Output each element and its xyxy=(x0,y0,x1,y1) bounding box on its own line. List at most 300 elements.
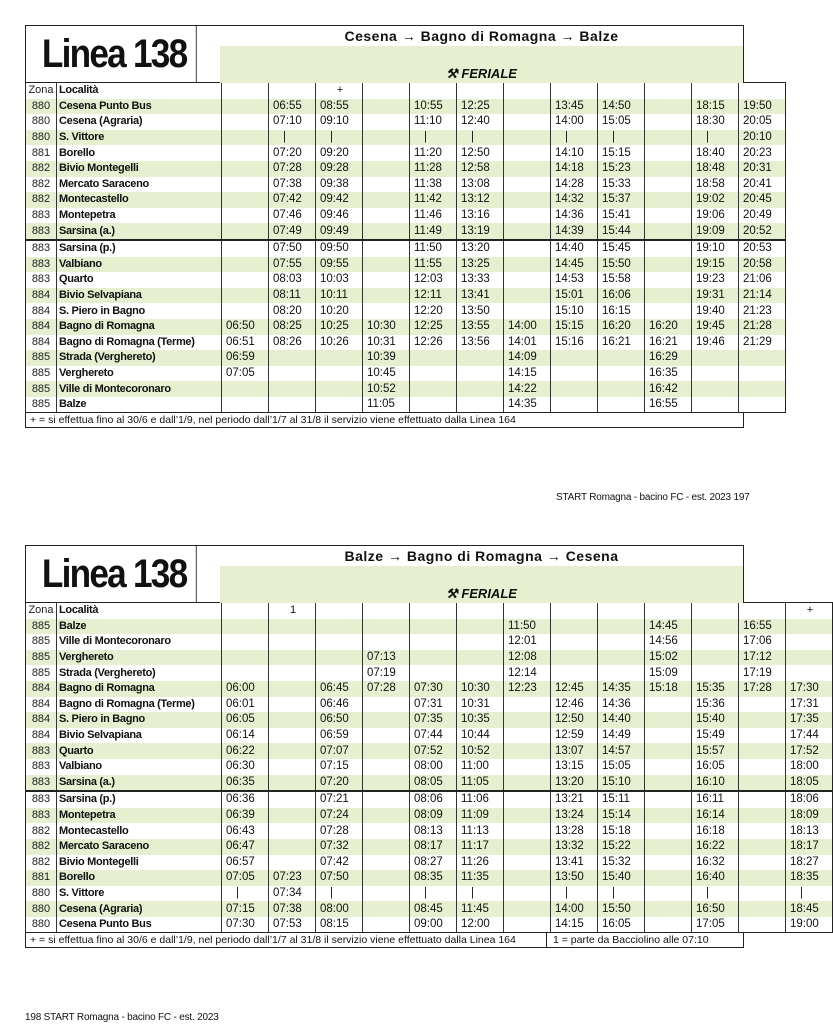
time-cell xyxy=(363,223,410,240)
time-cell: 16:22 xyxy=(692,839,739,855)
time-cell: 14:22 xyxy=(504,381,551,397)
time-cell: 11:17 xyxy=(457,839,504,855)
time-cell: 16:35 xyxy=(645,366,692,382)
time-cell xyxy=(222,257,269,273)
time-cell: 10:55 xyxy=(410,99,457,115)
time-cell: 19:23 xyxy=(692,272,739,288)
time-cell xyxy=(269,728,316,744)
time-cell xyxy=(457,650,504,666)
time-cell: 07:30 xyxy=(410,681,457,697)
time-cell xyxy=(363,855,410,871)
time-cell xyxy=(645,288,692,304)
time-cell xyxy=(222,161,269,177)
time-cell: 06:55 xyxy=(269,99,316,115)
time-cell xyxy=(645,855,692,871)
time-cell xyxy=(645,839,692,855)
time-cell: 13:28 xyxy=(551,823,598,839)
time-cell: 14:45 xyxy=(645,619,692,635)
time-cell xyxy=(739,712,786,728)
time-cell: | xyxy=(598,130,645,146)
time-cell: 13:33 xyxy=(457,272,504,288)
time-cell: 11:55 xyxy=(410,257,457,273)
time-cell xyxy=(363,161,410,177)
time-cell: 06:59 xyxy=(222,350,269,366)
time-cell: 10:31 xyxy=(457,697,504,713)
stop-name: Verghereto xyxy=(57,650,222,666)
time-cell: 06:45 xyxy=(316,681,363,697)
time-cell: 16:55 xyxy=(645,397,692,413)
time-cell xyxy=(645,823,692,839)
time-cell: 16:55 xyxy=(739,619,786,635)
time-cell xyxy=(504,240,551,257)
time-cell: 07:38 xyxy=(269,901,316,917)
time-cell: 12:25 xyxy=(457,99,504,115)
time-cell: 11:05 xyxy=(363,397,410,413)
table-row xyxy=(26,839,833,855)
table-row xyxy=(26,697,833,713)
time-cell: 07:20 xyxy=(269,145,316,161)
time-cell xyxy=(222,192,269,208)
time-cell xyxy=(504,917,551,933)
zone-cell: 882 xyxy=(26,161,57,177)
footnote xyxy=(25,933,744,948)
schedule-table xyxy=(25,82,786,413)
time-cell: 20:45 xyxy=(739,192,786,208)
time-cell: 17:05 xyxy=(692,917,739,933)
table-row xyxy=(26,319,786,335)
time-cell: 15:33 xyxy=(598,177,645,193)
zone-cell: 883 xyxy=(26,208,57,224)
trip-mark xyxy=(551,603,598,619)
stop-name: Bivio Montegelli xyxy=(57,161,222,177)
time-cell xyxy=(222,665,269,681)
time-cell: 06:50 xyxy=(222,319,269,335)
stop-name: Sarsina (p.) xyxy=(57,240,222,257)
time-cell: 13:12 xyxy=(457,192,504,208)
time-cell: 20:58 xyxy=(739,257,786,273)
time-cell xyxy=(551,634,598,650)
time-cell: 06:00 xyxy=(222,681,269,697)
time-cell: 06:43 xyxy=(222,823,269,839)
time-cell: 16:29 xyxy=(645,350,692,366)
time-cell xyxy=(692,619,739,635)
stop-name: Cesena (Agraria) xyxy=(57,901,222,917)
time-cell: 10:35 xyxy=(457,712,504,728)
time-cell: 08:17 xyxy=(410,839,457,855)
time-cell: 12:50 xyxy=(457,145,504,161)
time-cell: 15:44 xyxy=(598,223,645,240)
time-cell: 16:15 xyxy=(598,303,645,319)
time-cell xyxy=(645,917,692,933)
time-cell: 20:10 xyxy=(739,130,786,146)
time-cell xyxy=(222,634,269,650)
time-cell: 15:02 xyxy=(645,650,692,666)
table-row xyxy=(26,901,833,917)
time-cell xyxy=(739,350,786,366)
table-row xyxy=(26,288,786,304)
trip-mark xyxy=(551,83,598,99)
time-cell: 10:52 xyxy=(363,381,410,397)
time-cell: 11:10 xyxy=(410,114,457,130)
time-cell xyxy=(363,99,410,115)
time-cell xyxy=(410,650,457,666)
time-cell: 15:18 xyxy=(645,681,692,697)
table-row xyxy=(26,619,833,635)
table-row xyxy=(26,759,833,775)
time-cell xyxy=(504,257,551,273)
time-cell: 10:26 xyxy=(316,335,363,351)
stop-name: Ville di Montecoronaro xyxy=(57,381,222,397)
time-cell: 20:41 xyxy=(739,177,786,193)
time-cell xyxy=(222,303,269,319)
time-cell: 15:18 xyxy=(598,823,645,839)
time-cell xyxy=(739,366,786,382)
time-cell xyxy=(363,145,410,161)
time-cell: 13:15 xyxy=(551,759,598,775)
localita-header: Località xyxy=(57,603,222,619)
time-cell xyxy=(645,743,692,759)
time-cell xyxy=(645,808,692,824)
time-cell: 08:03 xyxy=(269,272,316,288)
time-cell xyxy=(222,208,269,224)
time-cell: 17:28 xyxy=(739,681,786,697)
trip-mark xyxy=(645,83,692,99)
time-cell: 14:39 xyxy=(551,223,598,240)
zone-cell: 883 xyxy=(26,272,57,288)
table-row xyxy=(26,114,786,130)
time-cell: 15:05 xyxy=(598,759,645,775)
time-cell: 12:25 xyxy=(410,319,457,335)
time-cell xyxy=(645,208,692,224)
time-cell: 21:29 xyxy=(739,335,786,351)
time-cell: 18:09 xyxy=(786,808,833,824)
trip-mark xyxy=(269,83,316,99)
zone-cell: 882 xyxy=(26,192,57,208)
time-cell: 17:52 xyxy=(786,743,833,759)
time-cell: 11:06 xyxy=(457,791,504,808)
stop-name: Bagno di Romagna xyxy=(57,319,222,335)
time-cell: 17:31 xyxy=(786,697,833,713)
time-cell: 12:08 xyxy=(504,650,551,666)
time-cell xyxy=(692,366,739,382)
time-cell: 13:20 xyxy=(551,775,598,792)
time-cell: 21:23 xyxy=(739,303,786,319)
time-cell: 09:50 xyxy=(316,240,363,257)
table-row xyxy=(26,791,833,808)
time-cell: 06:50 xyxy=(316,712,363,728)
time-cell xyxy=(739,759,786,775)
time-cell xyxy=(410,366,457,382)
time-cell xyxy=(786,619,833,635)
zone-cell: 880 xyxy=(26,114,57,130)
time-cell: 09:28 xyxy=(316,161,363,177)
time-cell: 07:34 xyxy=(269,886,316,902)
time-cell: 13:16 xyxy=(457,208,504,224)
time-cell xyxy=(363,823,410,839)
time-cell xyxy=(645,712,692,728)
time-cell xyxy=(645,177,692,193)
time-cell: 18:13 xyxy=(786,823,833,839)
time-cell xyxy=(504,712,551,728)
time-cell xyxy=(269,855,316,871)
time-cell xyxy=(269,381,316,397)
time-cell: 13:41 xyxy=(457,288,504,304)
page-footer: 198 START Romagna - bacino FC - est. 2023 xyxy=(25,1012,219,1023)
time-cell xyxy=(316,619,363,635)
trip-mark: 1 xyxy=(269,603,316,619)
zone-cell: 880 xyxy=(26,901,57,917)
time-cell: 08:25 xyxy=(269,319,316,335)
time-cell: 14:56 xyxy=(645,634,692,650)
time-cell: 11:50 xyxy=(410,240,457,257)
time-cell xyxy=(269,681,316,697)
stop-name: Borello xyxy=(57,870,222,886)
zone-cell: 883 xyxy=(26,240,57,257)
time-cell: | xyxy=(692,886,739,902)
time-cell xyxy=(269,808,316,824)
table-row xyxy=(26,350,786,366)
time-cell: 09:55 xyxy=(316,257,363,273)
table-row xyxy=(26,240,786,257)
zone-cell: 884 xyxy=(26,728,57,744)
time-cell: 19:46 xyxy=(692,335,739,351)
stop-name: Bagno di Romagna (Terme) xyxy=(57,697,222,713)
time-cell xyxy=(269,619,316,635)
time-cell xyxy=(598,366,645,382)
service-day-label: ⚒ FERIALE xyxy=(220,585,743,603)
time-cell: 14:53 xyxy=(551,272,598,288)
time-cell: 14:15 xyxy=(504,366,551,382)
time-cell: 11:09 xyxy=(457,808,504,824)
time-cell: 08:11 xyxy=(269,288,316,304)
time-cell xyxy=(645,145,692,161)
zone-cell: 883 xyxy=(26,775,57,792)
table-row xyxy=(26,335,786,351)
time-cell: 21:06 xyxy=(739,272,786,288)
time-cell: 06:01 xyxy=(222,697,269,713)
time-cell: 18:48 xyxy=(692,161,739,177)
table-row xyxy=(26,870,833,886)
time-cell: 07:30 xyxy=(222,917,269,933)
time-cell xyxy=(457,619,504,635)
time-cell xyxy=(645,886,692,902)
time-cell: 14:00 xyxy=(551,901,598,917)
zone-cell: 880 xyxy=(26,886,57,902)
time-cell: 08:35 xyxy=(410,870,457,886)
time-cell: 12:50 xyxy=(551,712,598,728)
time-cell: 17:12 xyxy=(739,650,786,666)
time-cell xyxy=(269,839,316,855)
time-cell xyxy=(316,634,363,650)
trip-mark xyxy=(504,603,551,619)
time-cell xyxy=(410,634,457,650)
stop-name: Mercato Saraceno xyxy=(57,177,222,193)
time-cell: 13:19 xyxy=(457,223,504,240)
time-cell: | xyxy=(316,886,363,902)
time-cell xyxy=(645,303,692,319)
time-cell: 15:58 xyxy=(598,272,645,288)
time-cell: 18:17 xyxy=(786,839,833,855)
time-cell: 16:05 xyxy=(598,917,645,933)
time-cell xyxy=(504,145,551,161)
time-cell xyxy=(363,917,410,933)
time-cell xyxy=(222,240,269,257)
time-cell xyxy=(645,870,692,886)
time-cell: 10:20 xyxy=(316,303,363,319)
zone-cell: 883 xyxy=(26,743,57,759)
time-cell xyxy=(692,665,739,681)
time-cell: 11:05 xyxy=(457,775,504,792)
time-cell xyxy=(504,823,551,839)
zone-cell: 884 xyxy=(26,319,57,335)
time-cell: 17:19 xyxy=(739,665,786,681)
time-cell: 15:40 xyxy=(598,870,645,886)
time-cell: 08:26 xyxy=(269,335,316,351)
time-cell: 15:14 xyxy=(598,808,645,824)
zone-cell: 884 xyxy=(26,288,57,304)
zone-cell: 884 xyxy=(26,712,57,728)
time-cell: 07:44 xyxy=(410,728,457,744)
table-row xyxy=(26,775,833,792)
stop-name: Bagno di Romagna xyxy=(57,681,222,697)
time-cell: 14:01 xyxy=(504,335,551,351)
zone-cell: 884 xyxy=(26,303,57,319)
time-cell xyxy=(316,665,363,681)
time-cell: 08:00 xyxy=(316,901,363,917)
time-cell xyxy=(786,650,833,666)
time-cell: 19:45 xyxy=(692,319,739,335)
time-cell: 16:21 xyxy=(598,335,645,351)
line-title: Linea 138 xyxy=(26,26,197,82)
stop-name: Cesena Punto Bus xyxy=(57,99,222,115)
time-cell: 18:06 xyxy=(786,791,833,808)
time-cell: 14:45 xyxy=(551,257,598,273)
trip-mark: + xyxy=(786,603,833,619)
time-cell: 07:42 xyxy=(269,192,316,208)
time-cell: | xyxy=(786,886,833,902)
time-cell xyxy=(316,350,363,366)
zone-cell: 880 xyxy=(26,99,57,115)
time-cell: 07:42 xyxy=(316,855,363,871)
time-cell: 11:38 xyxy=(410,177,457,193)
time-cell: 19:15 xyxy=(692,257,739,273)
time-cell: 06:22 xyxy=(222,743,269,759)
time-cell: 10:44 xyxy=(457,728,504,744)
time-cell: 14:32 xyxy=(551,192,598,208)
trip-mark xyxy=(504,83,551,99)
time-cell: | xyxy=(551,130,598,146)
trip-mark xyxy=(222,603,269,619)
time-cell: 15:16 xyxy=(551,335,598,351)
time-cell: 15:50 xyxy=(598,901,645,917)
time-cell: 16:42 xyxy=(645,381,692,397)
line-title: Linea 138 xyxy=(26,546,197,602)
stop-name: Montecastello xyxy=(57,823,222,839)
time-cell xyxy=(739,808,786,824)
header-band xyxy=(220,566,743,586)
time-cell xyxy=(645,697,692,713)
time-cell: | xyxy=(598,886,645,902)
time-cell: 13:50 xyxy=(551,870,598,886)
time-cell xyxy=(645,240,692,257)
time-cell: 15:36 xyxy=(692,697,739,713)
time-cell xyxy=(363,791,410,808)
time-cell: 08:45 xyxy=(410,901,457,917)
stop-name: Montecastello xyxy=(57,192,222,208)
time-cell xyxy=(269,759,316,775)
time-cell: 19:40 xyxy=(692,303,739,319)
time-cell: 06:59 xyxy=(316,728,363,744)
time-cell xyxy=(269,743,316,759)
time-cell: 14:18 xyxy=(551,161,598,177)
localita-header: Località xyxy=(57,83,222,99)
time-cell: 20:49 xyxy=(739,208,786,224)
time-cell xyxy=(316,397,363,413)
time-cell: 15:23 xyxy=(598,161,645,177)
time-cell xyxy=(363,712,410,728)
table-row xyxy=(26,303,786,319)
time-cell: 19:06 xyxy=(692,208,739,224)
header-band xyxy=(220,46,743,66)
time-cell xyxy=(504,99,551,115)
time-cell xyxy=(598,397,645,413)
time-cell: 13:08 xyxy=(457,177,504,193)
stop-name: Montepetra xyxy=(57,808,222,824)
time-cell: 17:06 xyxy=(739,634,786,650)
time-cell xyxy=(739,397,786,413)
time-cell: 12:59 xyxy=(551,728,598,744)
stop-name: Bagno di Romagna (Terme) xyxy=(57,335,222,351)
time-cell: 07:50 xyxy=(269,240,316,257)
table-row xyxy=(26,917,833,933)
time-cell: 16:18 xyxy=(692,823,739,839)
time-cell: 14:57 xyxy=(598,743,645,759)
time-cell: 20:31 xyxy=(739,161,786,177)
time-cell: 08:13 xyxy=(410,823,457,839)
table-row xyxy=(26,634,833,650)
time-cell: 11:26 xyxy=(457,855,504,871)
time-cell: 07:53 xyxy=(269,917,316,933)
stop-name: Valbiano xyxy=(57,257,222,273)
time-cell: 08:05 xyxy=(410,775,457,792)
time-cell xyxy=(269,650,316,666)
zone-cell: 883 xyxy=(26,808,57,824)
time-cell: 07:31 xyxy=(410,697,457,713)
time-cell: 17:35 xyxy=(786,712,833,728)
time-cell: 12:45 xyxy=(551,681,598,697)
zone-cell: 884 xyxy=(26,697,57,713)
time-cell xyxy=(598,634,645,650)
route-title: Balze → Bagno di Romagna → Cesena xyxy=(220,546,743,567)
time-cell xyxy=(598,381,645,397)
stop-name: Balze xyxy=(57,619,222,635)
time-cell xyxy=(363,886,410,902)
footnote-text: + = si effettua fino al 30/6 e dall’1/9, nel periodo dall’1/7 al 31/8 il servizio viene effettuato dalla Linea 164 xyxy=(30,934,516,947)
footnote-secondary: 1 = parte da Bacciolino alle 07:10 xyxy=(546,933,709,948)
time-cell: 10:52 xyxy=(457,743,504,759)
table-row xyxy=(26,272,786,288)
time-cell: 06:57 xyxy=(222,855,269,871)
zone-cell: 885 xyxy=(26,634,57,650)
stop-name: Bivio Montegelli xyxy=(57,855,222,871)
time-cell: 15:01 xyxy=(551,288,598,304)
time-cell: 09:42 xyxy=(316,192,363,208)
time-cell: 07:28 xyxy=(269,161,316,177)
time-cell xyxy=(504,791,551,808)
time-cell xyxy=(222,130,269,146)
time-cell: 19:09 xyxy=(692,223,739,240)
time-cell: 15:22 xyxy=(598,839,645,855)
